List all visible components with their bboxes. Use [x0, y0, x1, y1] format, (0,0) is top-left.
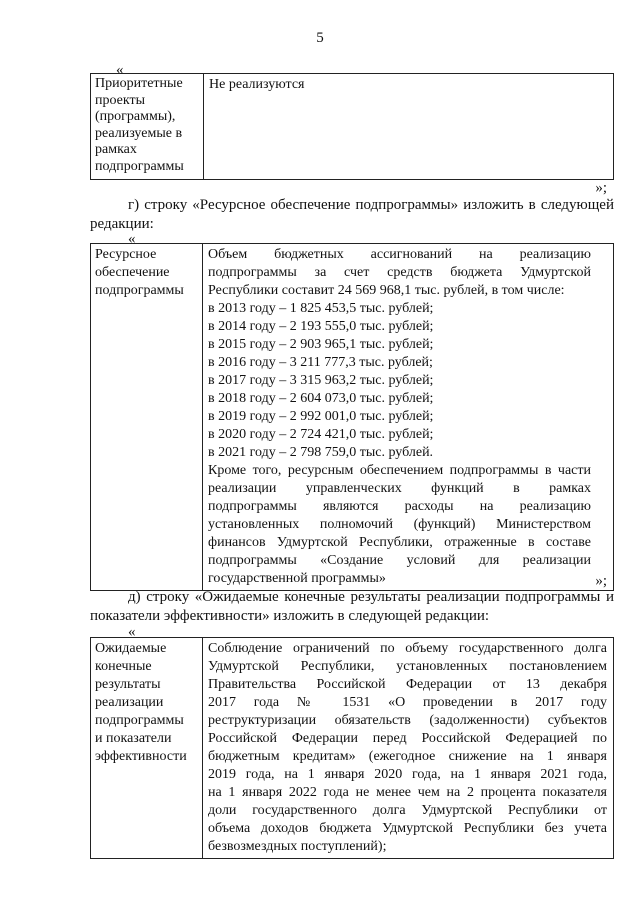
extra-line: установленных полномочий (функций) Министерством — [208, 517, 591, 532]
year-line: в 2014 году – 2 193 555,0 тыс. рублей; — [208, 319, 434, 334]
row-value-cell — [203, 244, 614, 591]
label-line: Ресурсное — [95, 247, 157, 262]
expected-results-table — [90, 637, 614, 859]
extra-line: подпрограммы являются расходы на реализацию — [208, 499, 591, 514]
label-line: реализуемые в — [95, 125, 183, 141]
year-line: в 2018 году – 2 604 073,0 тыс. рублей; — [208, 391, 434, 406]
result-line: реструктуризации обязательств (задолженности) субъектов — [208, 713, 607, 728]
year-line: в 2017 году – 3 315 963,2 тыс. рублей; — [208, 373, 434, 388]
label-line: подпрограммы — [95, 713, 184, 728]
paragraph-g: г) строку «Ресурсное обеспечение подпрограммы» изложить в следующей редакции: — [90, 197, 614, 232]
year-line: в 2020 году – 2 724 421,0 тыс. рублей; — [208, 427, 434, 442]
label-line: конечные — [95, 659, 152, 674]
label-line: эффективности — [95, 749, 187, 764]
close-quote: »; — [595, 180, 607, 196]
label-line: подпрограммы — [95, 158, 184, 174]
extra-line: реализации управленческих функций в рамках — [208, 481, 591, 496]
open-quote: « — [128, 624, 136, 640]
label-line: подпрограммы — [95, 283, 184, 298]
value-text: Не реализуются — [209, 77, 305, 92]
row-label-cell — [91, 74, 204, 180]
intro-line: Республики составит 24 569 968,1 тыс. рублей, в том числе: — [208, 283, 565, 298]
year-line: в 2013 году – 1 825 453,5 тыс. рублей; — [208, 301, 434, 316]
label-line: результаты — [95, 677, 161, 692]
close-quote: »; — [595, 573, 607, 589]
year-line: в 2021 году – 2 798 759,0 тыс. рублей. — [208, 445, 434, 460]
result-line: 2019 года, на 1 января 2020 года, на 1 января 2021 года, — [208, 767, 607, 782]
paragraph-d: д) строку «Ожидаемые конечные результаты реализации подпрограммы и показатели эффективности» изложить в следующей редакции: — [90, 589, 614, 624]
label-line: Приоритетные — [95, 76, 183, 91]
result-line: Удмуртской Республики, установленных постановлением — [208, 659, 607, 674]
label-line: и показатели — [95, 731, 172, 746]
row-value-cell — [204, 74, 614, 180]
extra-line: финансов Удмуртской Республики, отраженные в составе — [208, 535, 591, 550]
result-line: Правительства Российской Федерации от 13 декабря — [208, 677, 607, 692]
result-line: доли государственного долга Удмуртской Республики от — [208, 803, 607, 818]
extra-line: подпрограммы «Создание условий для реализации — [208, 553, 591, 568]
result-line: безвозмездных поступлений); — [208, 839, 387, 854]
extra-line: государственной программы» — [208, 571, 386, 586]
resource-provision-table — [90, 243, 614, 591]
label-line: рамках — [95, 142, 137, 157]
intro-line: Объем бюджетных ассигнований на реализацию — [208, 247, 591, 262]
open-quote: « — [128, 231, 136, 247]
row-label-cell — [91, 638, 203, 859]
year-line: в 2019 году – 2 992 001,0 тыс. рублей; — [208, 409, 434, 424]
extra-line: Кроме того, ресурсным обеспечением подпрограммы в части — [208, 463, 591, 478]
label-line: реализации — [95, 695, 164, 710]
page-number: 5 — [316, 30, 324, 46]
result-line: Соблюдение ограничений по объему государственного долга — [208, 641, 607, 656]
row-value-cell — [203, 638, 614, 859]
intro-line: подпрограммы за счет средств бюджета Удмуртской — [208, 265, 591, 280]
open-quote: « — [116, 62, 124, 78]
result-line: объема доходов бюджета Удмуртской Республики без учета — [208, 821, 607, 836]
result-line: на 1 января 2022 года не менее чем на 2 процента показателя — [208, 785, 607, 800]
year-line: в 2016 году – 3 211 777,3 тыс. рублей; — [208, 355, 433, 370]
result-line: Российской Федерации перед Российской Федерацией по — [208, 731, 607, 746]
year-line: в 2015 году – 2 903 965,1 тыс. рублей; — [208, 337, 434, 352]
label-line: проекты — [95, 92, 146, 108]
priority-projects-table — [90, 73, 614, 180]
label-line: обеспечение — [95, 265, 170, 280]
result-line: 2017 года № 1531 «О проведении в 2017 году — [208, 695, 607, 710]
result-line: бюджетным кредитам» (ежегодное снижение на 1 января — [208, 749, 607, 764]
label-line: (программы), — [95, 109, 176, 124]
label-line: Ожидаемые — [95, 641, 167, 656]
row-label-cell — [91, 244, 203, 591]
